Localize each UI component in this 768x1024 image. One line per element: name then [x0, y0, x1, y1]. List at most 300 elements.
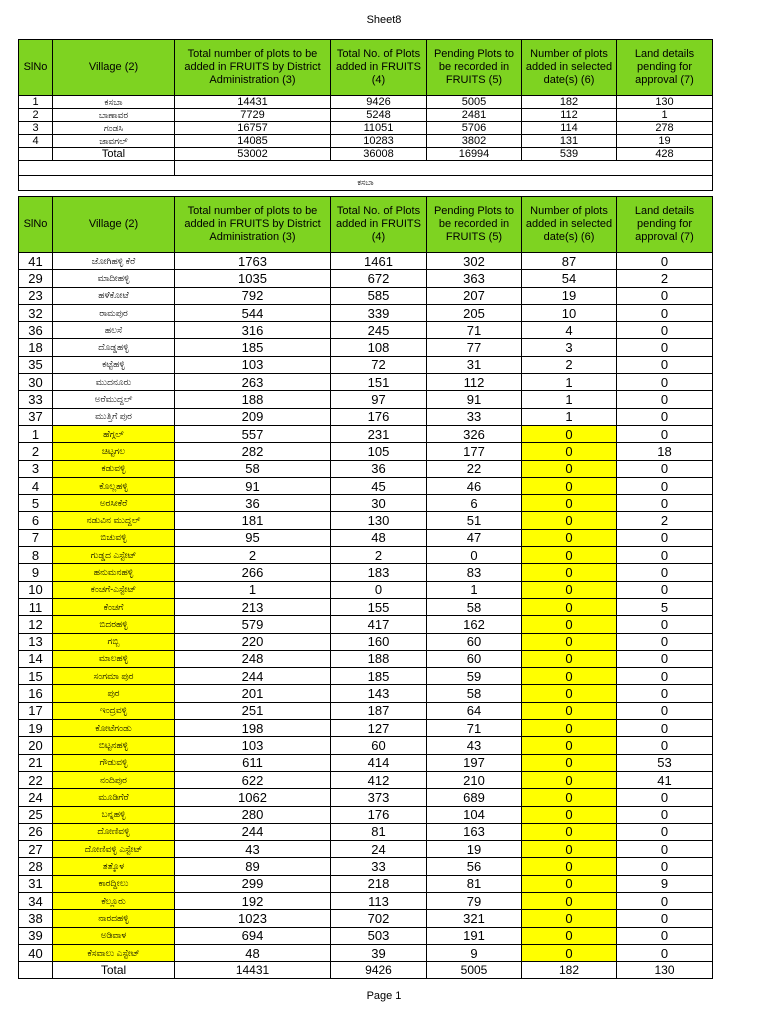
pending-plots-cell: 31 [427, 356, 522, 373]
sl-no-cell: 12 [19, 616, 53, 633]
land-pending-cell: 0 [617, 356, 713, 373]
sl-no-cell: 7 [19, 529, 53, 546]
total-plots-cell: 201 [175, 685, 331, 702]
table-row [19, 737, 713, 754]
plots-added-cell: 48 [331, 529, 427, 546]
table-row [19, 616, 713, 633]
land-pending-cell: 0 [617, 391, 713, 408]
plots-added-cell: 188 [331, 650, 427, 667]
header-village: Village (2) [53, 197, 175, 253]
total-plots-cell: 58 [175, 460, 331, 477]
plots-added-cell: 130 [331, 512, 427, 529]
plots-added-cell: 585 [331, 287, 427, 304]
total-label: Total [53, 962, 175, 979]
village-cell: ಬನ್ನಹಳ್ಳಿ [53, 806, 175, 823]
page-footer: Page 1 [366, 990, 402, 1002]
pending-plots-cell: 0 [427, 547, 522, 564]
pending-plots-sum: 5005 [427, 962, 522, 979]
table-row [19, 477, 713, 494]
selected-dates-cell: 0 [522, 737, 617, 754]
total-plots-cell: 282 [175, 443, 331, 460]
sl-no-cell: 32 [19, 304, 53, 321]
selected-dates-cell: 0 [522, 564, 617, 581]
land-pending-cell: 0 [617, 892, 713, 909]
total-plots-cell: 263 [175, 374, 331, 391]
sl-no-cell: 34 [19, 892, 53, 909]
land-pending-cell: 0 [617, 789, 713, 806]
table-row [19, 253, 713, 270]
sl-no-cell: 4 [19, 135, 53, 148]
sl-no-cell: 36 [19, 322, 53, 339]
total-plots-cell: 280 [175, 806, 331, 823]
village-cell: ಅರಸೀಕೆರೆ [53, 495, 175, 512]
village-cell: ಬಿಟ್ಟನಹಳ್ಳಿ [53, 737, 175, 754]
selected-dates-cell: 0 [522, 927, 617, 944]
total-plots-cell: 792 [175, 287, 331, 304]
land-pending-sum: 428 [617, 148, 713, 161]
plots-added-cell: 187 [331, 702, 427, 719]
detail-header-row [19, 197, 713, 253]
table-row [19, 287, 713, 304]
land-pending-cell: 0 [617, 737, 713, 754]
village-cell: ಬಾಣಾವರ [53, 109, 175, 122]
table-row [19, 122, 713, 135]
table-row [19, 135, 713, 148]
blank-row [19, 161, 713, 176]
plots-added-cell: 127 [331, 720, 427, 737]
total-plots-cell: 557 [175, 425, 331, 442]
sl-no-cell: 10 [19, 581, 53, 598]
sl-no-cell: 27 [19, 841, 53, 858]
selected-dates-cell: 0 [522, 720, 617, 737]
table-row [19, 322, 713, 339]
selected-dates-cell: 54 [522, 270, 617, 287]
total-plots-cell: 14085 [175, 135, 331, 148]
total-plots-cell: 1 [175, 581, 331, 598]
land-pending-cell: 0 [617, 460, 713, 477]
land-pending-cell: 53 [617, 754, 713, 771]
pending-plots-cell: 6 [427, 495, 522, 512]
total-plots-cell: 198 [175, 720, 331, 737]
sl-no-cell: 38 [19, 910, 53, 927]
pending-plots-cell: 33 [427, 408, 522, 425]
total-plots-cell: 91 [175, 477, 331, 494]
sl-no-cell: 39 [19, 927, 53, 944]
village-cell: ನಾರದಹಳ್ಳಿ [53, 910, 175, 927]
header-land-pending: Land details pending for approval (7) [617, 40, 713, 96]
pending-plots-sum: 16994 [427, 148, 522, 161]
summary-table [18, 39, 713, 191]
selected-dates-sum: 539 [522, 148, 617, 161]
total-plots-cell: 248 [175, 650, 331, 667]
land-pending-cell: 18 [617, 443, 713, 460]
selected-dates-cell: 19 [522, 287, 617, 304]
sl-no-cell: 13 [19, 633, 53, 650]
header-total-plots: Total number of plots to be added in FRUITS by District Administration (3) [175, 197, 331, 253]
selected-dates-cell: 0 [522, 910, 617, 927]
plots-added-cell: 72 [331, 356, 427, 373]
total-plots-cell: 622 [175, 771, 331, 788]
land-pending-cell: 0 [617, 720, 713, 737]
plots-added-cell: 373 [331, 789, 427, 806]
sl-no-cell: 37 [19, 408, 53, 425]
sl-no-cell: 8 [19, 547, 53, 564]
plots-added-cell: 183 [331, 564, 427, 581]
plots-added-cell: 155 [331, 598, 427, 615]
sl-no-cell: 23 [19, 287, 53, 304]
selected-dates-cell: 0 [522, 685, 617, 702]
plots-added-cell: 5248 [331, 109, 427, 122]
pending-plots-cell: 163 [427, 823, 522, 840]
pending-plots-cell: 58 [427, 685, 522, 702]
selected-dates-cell: 2 [522, 356, 617, 373]
land-pending-cell: 0 [617, 668, 713, 685]
land-pending-cell: 9 [617, 875, 713, 892]
pending-plots-cell: 56 [427, 858, 522, 875]
total-plots-cell: 181 [175, 512, 331, 529]
total-plots-cell: 251 [175, 702, 331, 719]
village-cell: ಮುತ್ತಿಗೆ ಪುರ [53, 408, 175, 425]
pending-plots-cell: 5005 [427, 96, 522, 109]
sl-no-cell: 3 [19, 122, 53, 135]
plots-added-cell: 503 [331, 927, 427, 944]
table-row [19, 754, 713, 771]
total-plots-cell: 48 [175, 944, 331, 961]
land-pending-cell: 0 [617, 702, 713, 719]
selected-dates-cell: 4 [522, 322, 617, 339]
selected-dates-cell: 114 [522, 122, 617, 135]
selected-dates-cell: 0 [522, 892, 617, 909]
sl-no-cell: 35 [19, 356, 53, 373]
land-pending-cell: 41 [617, 771, 713, 788]
selected-dates-cell: 131 [522, 135, 617, 148]
village-cell: ಚಿಟ್ಟಗಲ [53, 443, 175, 460]
summary-header-row [19, 40, 713, 96]
pending-plots-cell: 83 [427, 564, 522, 581]
plots-added-cell: 11051 [331, 122, 427, 135]
village-cell: ಮಾದೀಹಳ್ಳಿ [53, 270, 175, 287]
table-row [19, 892, 713, 909]
total-plots-cell: 611 [175, 754, 331, 771]
selected-dates-cell: 0 [522, 460, 617, 477]
total-plots-cell: 14431 [175, 96, 331, 109]
land-pending-cell: 5 [617, 598, 713, 615]
land-pending-cell: 0 [617, 910, 713, 927]
village-cell: ಇಂದ್ರವಳ್ಳಿ [53, 702, 175, 719]
village-cell: ಗೌಡುವಳ್ಳಿ [53, 754, 175, 771]
sl-no-cell: 2 [19, 443, 53, 460]
header-slno: SlNo [19, 197, 53, 253]
plots-added-cell: 414 [331, 754, 427, 771]
total-plots-cell: 244 [175, 823, 331, 840]
total-plots-cell: 89 [175, 858, 331, 875]
pending-plots-cell: 326 [427, 425, 522, 442]
header-land-pending: Land details pending for approval (7) [617, 197, 713, 253]
plots-added-sum: 36008 [331, 148, 427, 161]
pending-plots-cell: 22 [427, 460, 522, 477]
selected-dates-cell: 0 [522, 771, 617, 788]
sl-no-cell: 1 [19, 425, 53, 442]
pending-plots-cell: 79 [427, 892, 522, 909]
table-row [19, 374, 713, 391]
selected-dates-cell: 0 [522, 702, 617, 719]
sl-no-cell: 33 [19, 391, 53, 408]
village-cell: ಪುರ [53, 685, 175, 702]
selected-dates-cell: 0 [522, 443, 617, 460]
header-total-plots: Total number of plots to be added in FRUITS by District Administration (3) [175, 40, 331, 96]
village-cell: ಕೆಸವಾಲು ಎಸ್ಟೇಟ್ [53, 944, 175, 961]
table-row [19, 910, 713, 927]
selected-dates-cell: 0 [522, 633, 617, 650]
land-pending-cell: 0 [617, 581, 713, 598]
selected-dates-cell: 10 [522, 304, 617, 321]
sl-no-cell: 17 [19, 702, 53, 719]
selected-dates-cell: 112 [522, 109, 617, 122]
total-plots-cell: 213 [175, 598, 331, 615]
total-plots-cell: 16757 [175, 122, 331, 135]
village-cell: ಕೆಲ್ಲೂರು [53, 892, 175, 909]
total-plots-cell: 244 [175, 668, 331, 685]
land-pending-cell: 0 [617, 495, 713, 512]
pending-plots-cell: 210 [427, 771, 522, 788]
pending-plots-cell: 46 [427, 477, 522, 494]
total-plots-cell: 220 [175, 633, 331, 650]
village-cell: ಕಾರದ್ದೀಲು [53, 875, 175, 892]
pending-plots-cell: 104 [427, 806, 522, 823]
village-cell: ತತ್ಕೊಳ [53, 858, 175, 875]
header-pending-plots: Pending Plots to be recorded in FRUITS (5) [427, 40, 522, 96]
table-row [19, 841, 713, 858]
plots-added-cell: 105 [331, 443, 427, 460]
pending-plots-cell: 162 [427, 616, 522, 633]
total-plots-cell: 1035 [175, 270, 331, 287]
sl-no-cell: 15 [19, 668, 53, 685]
plots-added-cell: 24 [331, 841, 427, 858]
pending-plots-cell: 302 [427, 253, 522, 270]
blank-cell [19, 161, 175, 176]
plots-added-cell: 339 [331, 304, 427, 321]
total-plots-cell: 1763 [175, 253, 331, 270]
village-cell: ಬಿಚುವಳ್ಳಿ [53, 529, 175, 546]
village-cell: ಜಾವಗಲ್ [53, 135, 175, 148]
total-row [19, 148, 713, 161]
pending-plots-cell: 64 [427, 702, 522, 719]
table-row [19, 425, 713, 442]
village-cell: ಕಸಬಾ [53, 96, 175, 109]
village-cell: ಕೊಲ್ಲಹಳ್ಳಿ [53, 477, 175, 494]
table-row [19, 408, 713, 425]
pending-plots-cell: 91 [427, 391, 522, 408]
village-cell: ಹೆಗ್ಗಲ್ [53, 425, 175, 442]
plots-added-cell: 60 [331, 737, 427, 754]
plots-added-cell: 176 [331, 408, 427, 425]
detail-table [18, 196, 713, 979]
table-row [19, 927, 713, 944]
selected-dates-cell: 3 [522, 339, 617, 356]
plots-added-cell: 36 [331, 460, 427, 477]
selected-dates-cell: 0 [522, 425, 617, 442]
pending-plots-cell: 5706 [427, 122, 522, 135]
total-plots-cell: 579 [175, 616, 331, 633]
sl-no-cell: 11 [19, 598, 53, 615]
sl-no-cell: 14 [19, 650, 53, 667]
pending-plots-cell: 58 [427, 598, 522, 615]
pending-plots-cell: 689 [427, 789, 522, 806]
plots-added-cell: 45 [331, 477, 427, 494]
land-pending-cell: 0 [617, 927, 713, 944]
plots-added-sum: 9426 [331, 962, 427, 979]
plots-added-cell: 143 [331, 685, 427, 702]
village-cell: ದೋಣಿವಳ್ಳಿ ಎಸ್ಟೇಟ್ [53, 841, 175, 858]
plots-added-cell: 231 [331, 425, 427, 442]
village-cell: ಹಳೆಕೋಟೆ [53, 287, 175, 304]
pending-plots-cell: 205 [427, 304, 522, 321]
header-selected-dates: Number of plots added in selected date(s) (6) [522, 40, 617, 96]
total-plots-cell: 36 [175, 495, 331, 512]
selected-dates-cell: 182 [522, 96, 617, 109]
sl-no-cell: 30 [19, 374, 53, 391]
table-row [19, 944, 713, 961]
sl-no-cell: 25 [19, 806, 53, 823]
total-plots-cell: 266 [175, 564, 331, 581]
selected-dates-cell: 0 [522, 789, 617, 806]
pending-plots-cell: 9 [427, 944, 522, 961]
selected-dates-cell: 0 [522, 875, 617, 892]
plots-added-cell: 176 [331, 806, 427, 823]
total-plots-cell: 103 [175, 737, 331, 754]
sl-no-cell: 1 [19, 96, 53, 109]
village-cell: ಸಂಗಮಾ ಪುರ [53, 668, 175, 685]
header-plots-added: Total No. of Plots added in FRUITS (4) [331, 40, 427, 96]
village-cell: ದೋಣಿವಳ್ಳಿ [53, 823, 175, 840]
pending-plots-cell: 43 [427, 737, 522, 754]
land-pending-cell: 2 [617, 270, 713, 287]
table-row [19, 598, 713, 615]
pending-plots-cell: 2481 [427, 109, 522, 122]
table-row [19, 460, 713, 477]
village-cell: ಗುಡ್ಡದ ಎಸ್ಟೇಟ್ [53, 547, 175, 564]
table-row [19, 875, 713, 892]
village-cell: ಮುದನೂರು [53, 374, 175, 391]
total-spacer-cell [19, 148, 53, 161]
land-pending-cell: 0 [617, 633, 713, 650]
pending-plots-cell: 60 [427, 650, 522, 667]
village-cell: ಜೋಗಿಹಳ್ಳಿ ಕೆರೆ [53, 253, 175, 270]
land-pending-cell: 0 [617, 339, 713, 356]
total-plots-cell: 694 [175, 927, 331, 944]
selected-dates-cell: 0 [522, 598, 617, 615]
table-row [19, 270, 713, 287]
land-pending-cell: 0 [617, 685, 713, 702]
sl-no-cell: 28 [19, 858, 53, 875]
pending-plots-cell: 71 [427, 720, 522, 737]
village-cell: ದೊಡ್ಡಹಳ್ಳಿ [53, 339, 175, 356]
pending-plots-cell: 197 [427, 754, 522, 771]
selected-dates-cell: 0 [522, 823, 617, 840]
plots-added-cell: 218 [331, 875, 427, 892]
land-pending-cell: 0 [617, 650, 713, 667]
blank-cell [175, 161, 713, 176]
table-row [19, 304, 713, 321]
plots-added-cell: 9426 [331, 96, 427, 109]
land-pending-cell: 0 [617, 616, 713, 633]
total-plots-cell: 43 [175, 841, 331, 858]
table-row [19, 720, 713, 737]
section-title-row [19, 176, 713, 191]
table-row [19, 495, 713, 512]
pending-plots-cell: 51 [427, 512, 522, 529]
plots-added-cell: 97 [331, 391, 427, 408]
table-row [19, 581, 713, 598]
land-pending-cell: 0 [617, 529, 713, 546]
table-row [19, 668, 713, 685]
selected-dates-cell: 0 [522, 581, 617, 598]
plots-added-cell: 245 [331, 322, 427, 339]
sl-no-cell: 5 [19, 495, 53, 512]
pending-plots-cell: 191 [427, 927, 522, 944]
pending-plots-cell: 177 [427, 443, 522, 460]
sl-no-cell: 19 [19, 720, 53, 737]
total-plots-cell: 95 [175, 529, 331, 546]
table-row [19, 529, 713, 546]
table-row [19, 789, 713, 806]
header-pending-plots: Pending Plots to be recorded in FRUITS (5) [427, 197, 522, 253]
village-cell: ಹಲಸೆ [53, 322, 175, 339]
selected-dates-cell: 1 [522, 391, 617, 408]
selected-dates-cell: 1 [522, 408, 617, 425]
sl-no-cell: 40 [19, 944, 53, 961]
sl-no-cell: 20 [19, 737, 53, 754]
pending-plots-cell: 363 [427, 270, 522, 287]
plots-added-cell: 160 [331, 633, 427, 650]
village-cell: ಕೋಟೆಗಂಡು [53, 720, 175, 737]
total-label: Total [53, 148, 175, 161]
pending-plots-cell: 60 [427, 633, 522, 650]
sl-no-cell: 22 [19, 771, 53, 788]
selected-dates-cell: 0 [522, 477, 617, 494]
sl-no-cell: 41 [19, 253, 53, 270]
land-pending-cell: 0 [617, 322, 713, 339]
total-plots-cell: 7729 [175, 109, 331, 122]
pending-plots-cell: 1 [427, 581, 522, 598]
land-pending-cell: 0 [617, 287, 713, 304]
land-pending-cell: 0 [617, 823, 713, 840]
sl-no-cell: 2 [19, 109, 53, 122]
land-pending-cell: 0 [617, 944, 713, 961]
section-title: ಕಸಬಾ [19, 176, 713, 191]
plots-added-cell: 30 [331, 495, 427, 512]
table-row [19, 806, 713, 823]
village-cell: ಕಡುವಳ್ಳಿ [53, 460, 175, 477]
selected-dates-cell: 0 [522, 806, 617, 823]
land-pending-cell: 2 [617, 512, 713, 529]
header-plots-added: Total No. of Plots added in FRUITS (4) [331, 197, 427, 253]
land-pending-cell: 0 [617, 841, 713, 858]
total-plots-sum: 53002 [175, 148, 331, 161]
village-cell: ಮೂಡಿಗೆರೆ [53, 789, 175, 806]
land-pending-cell: 0 [617, 374, 713, 391]
table-row [19, 547, 713, 564]
table-row [19, 109, 713, 122]
total-plots-cell: 1023 [175, 910, 331, 927]
sl-no-cell: 21 [19, 754, 53, 771]
total-plots-cell: 185 [175, 339, 331, 356]
sheet-title: Sheet8 [366, 14, 402, 26]
sl-no-cell: 26 [19, 823, 53, 840]
header-village: Village (2) [53, 40, 175, 96]
plots-added-cell: 672 [331, 270, 427, 287]
selected-dates-cell: 0 [522, 512, 617, 529]
